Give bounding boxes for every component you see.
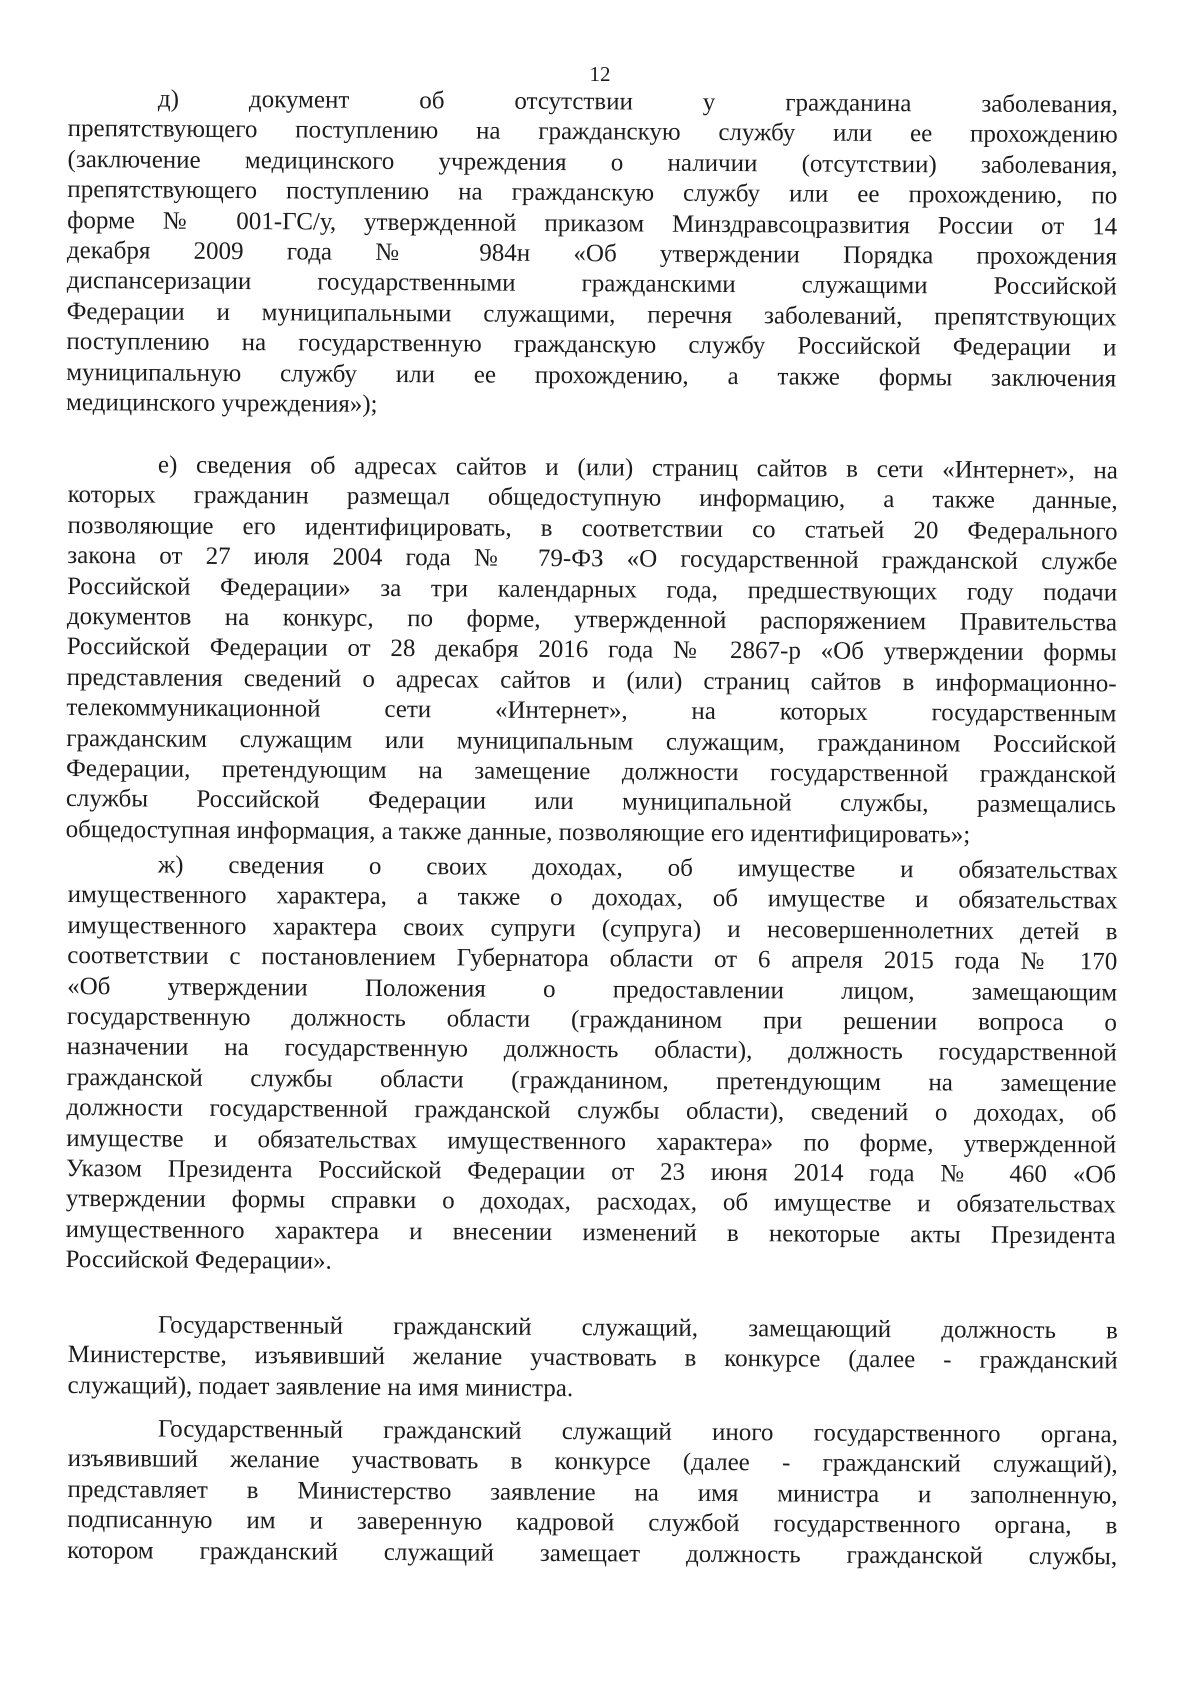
text-line: Российской Федерации».: [65, 1246, 332, 1275]
text-line: (заключение медицинского учреждения о наличии (отсутствии) заболевания,: [67, 145, 1118, 180]
text-line: общедоступная информация, а также данные, позволяющие его идентифицировать»;: [65, 815, 971, 849]
text-line: имущественного характера, а также о доходах, об имуществе и обязательствах: [67, 881, 1118, 915]
text-line: поступлению на государственную гражданскую службу Российской Федерации и: [66, 328, 1117, 362]
text-line: Российской Федерации» за три календарных года, предшествующих году подачи: [67, 572, 1118, 607]
text-line: Федерации и муниципальными служащими, перечня заболеваний, препятствующих: [66, 297, 1117, 332]
item-d-paragraph: [66, 84, 1118, 425]
paragraph-civil-servant-ministry: [67, 1310, 1118, 1408]
text-line: Министерстве, изъявивший желание участвовать в конкурсе (далее - гражданский: [67, 1341, 1118, 1375]
text-line: подписанную им и заверенную кадровой службой государственного органа, в: [67, 1506, 1118, 1540]
text-line: имущественного характера и внесении изменений в некоторые акты Президента: [65, 1215, 1116, 1250]
text-line: ж) сведения о своих доходах, об имуществе и обязательствах: [157, 851, 1118, 885]
text-line: муниципальную службу или ее прохождению, а также формы заключения: [66, 358, 1117, 393]
text-line: котором гражданский служащий замещает должность гражданской службы,: [67, 1536, 1118, 1571]
text-line: гражданским служащим или муниципальным служащим, гражданином Российской: [66, 724, 1117, 759]
text-line: соответствии с постановлением Губернатора области от 6 апреля 2015 года № 170: [67, 942, 1118, 976]
text-line: представления сведений о адресах сайтов и (или) страниц сайтов в информационно-: [66, 663, 1117, 698]
text-line: Федерации, претендующим на замещение должности государственной гражданской: [65, 755, 1117, 789]
text-line: закона от 27 июля 2004 года № 79-ФЗ «О государственной гражданской службе: [67, 542, 1118, 576]
text-line: имуществе и обязательствах имущественного характера» по форме, утвержденной: [66, 1124, 1117, 1159]
text-line: изъявивший желание участвовать в конкурсе (далее - гражданский служащий),: [67, 1445, 1118, 1479]
text-line: диспансеризации государственными гражданскими служащими Российской: [66, 267, 1117, 301]
text-line: «Об утверждении Положения о предоставлении лицом, замещающим: [67, 972, 1118, 1007]
text-line: д) документ об отсутствии у гражданина заболевания,: [157, 85, 1118, 119]
text-line: Государственный гражданский служащий, замещающий должность в: [157, 1311, 1118, 1345]
text-line: Государственный гражданский служащий иного государственного органа,: [157, 1415, 1118, 1449]
text-line: должности государственной гражданской службы области), сведений о доходах, об: [66, 1094, 1117, 1128]
text-line: е) сведения об адресах сайтов и (или) страниц сайтов в сети «Интернет», на: [157, 451, 1118, 485]
item-e-paragraph: [66, 450, 1118, 852]
text-line: имущественного характера своих супруги (супруга) и несовершеннолетних детей в: [67, 911, 1118, 946]
text-line: препятствующего поступлению на гражданскую службу или ее прохождению: [67, 115, 1118, 149]
text-line: декабря 2009 года № 984н «Об утверждении Порядка прохождения: [66, 237, 1118, 271]
text-line: служащий), подает заявление на имя министра.: [67, 1371, 574, 1402]
text-line: службы Российской Федерации или муниципальной службы, размещались: [65, 785, 1116, 819]
text-line: Российской Федерации от 28 декабря 2016 года № 2867-р «Об утверждении формы: [66, 633, 1117, 667]
text-line: препятствующего поступлению на гражданскую службу или ее прохождению, по: [67, 176, 1118, 210]
item-zh-paragraph: [65, 850, 1118, 1282]
text-line: медицинского учреждения»);: [65, 389, 378, 418]
text-line: документов на конкурс, по форме, утвержденной распоряжением Правительства: [66, 603, 1118, 637]
text-line: утверждении формы справки о доходах, расходах, об имуществе и обязательствах: [65, 1185, 1116, 1219]
text-line: телекоммуникационной сети «Интернет», на которых государственным: [66, 694, 1117, 728]
text-line: позволяющие его идентифицировать, в соответствии со статьей 20 Федерального: [67, 511, 1118, 546]
text-line: которых гражданин размещал общедоступную информацию, а также данные,: [67, 481, 1118, 515]
text-line: Указом Президента Российской Федерации от 23 июня 2014 года № 460 «Об: [65, 1155, 1117, 1189]
text-line: представляет в Министерство заявление на имя министра и заполненную,: [67, 1475, 1118, 1510]
text-line: назначении на государственную должность области), должность государственной: [66, 1033, 1117, 1067]
paragraph-civil-servant-other-body: [67, 1414, 1118, 1572]
text-line: государственную должность области (гражданином при решении вопроса о: [66, 1003, 1118, 1037]
text-line: форме № 001-ГС/у, утвержденной приказом Минздравсоцразвития России от 14: [67, 206, 1118, 241]
text-line: гражданской службы области (гражданином, претендующим на замещение: [66, 1063, 1117, 1098]
page-number: 12: [589, 62, 611, 86]
